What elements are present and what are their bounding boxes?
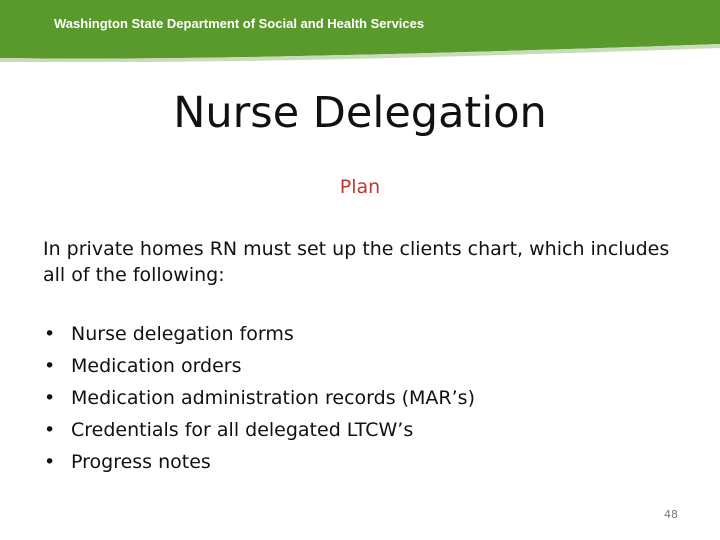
bullet-item <box>43 446 475 478</box>
bullet-text: Progress notes <box>71 451 211 473</box>
bullet-item <box>43 414 475 446</box>
bullet-icon: • <box>44 451 56 473</box>
page-number: 48 <box>664 508 678 521</box>
bullet-icon: • <box>44 387 56 409</box>
bullet-item <box>43 350 475 382</box>
intro-text: In private homes RN must set up the clients chart, which includes all of the following: <box>43 238 670 286</box>
bullet-text: Credentials for all delegated LTCW’s <box>71 419 414 441</box>
bullet-text: Nurse delegation forms <box>71 323 294 345</box>
bullet-icon: • <box>44 323 56 345</box>
bullet-icon: • <box>44 355 56 377</box>
bullet-icon: • <box>44 419 56 441</box>
bullet-item <box>43 382 475 414</box>
banner-shape <box>0 0 720 62</box>
bullet-text: Medication orders <box>71 355 242 377</box>
bullet-item <box>43 318 475 350</box>
slide-subtitle: Plan <box>339 176 381 198</box>
organization-name: Washington State Department of Social and Health Services <box>54 16 425 31</box>
slide-title: Nurse Delegation <box>173 88 547 138</box>
header-banner <box>0 0 720 62</box>
bullet-list <box>43 318 475 478</box>
bullet-text: Medication administration records (MAR’s) <box>71 387 475 409</box>
